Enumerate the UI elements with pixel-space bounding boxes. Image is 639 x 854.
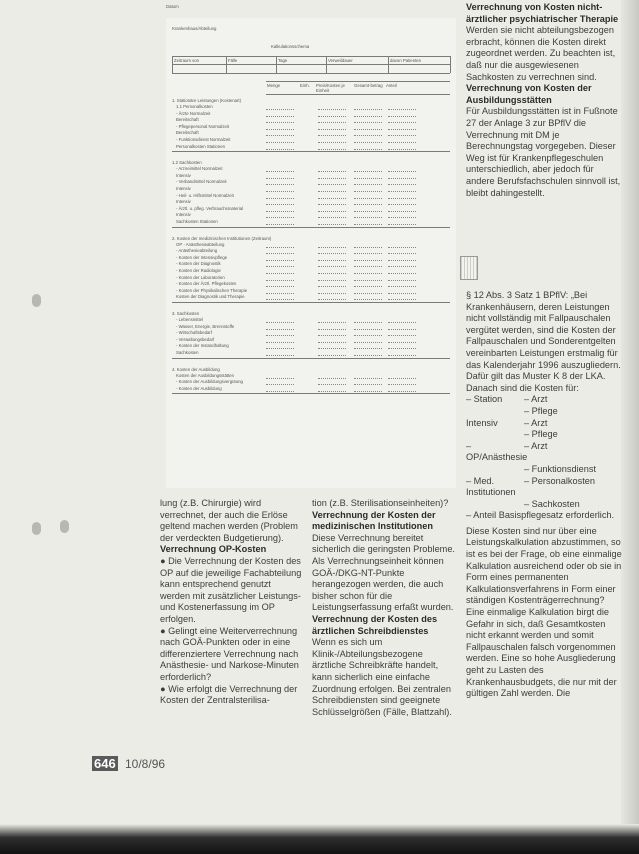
cost-list-item	[466, 464, 622, 476]
paragraph: Danach sind die Kosten für:	[466, 382, 579, 393]
form-row-label: - Funktionsdienst Normalzeit	[176, 137, 231, 142]
form-row-label: 1.1 Personalkosten	[176, 104, 213, 109]
cost-center: Intensiv	[466, 417, 498, 428]
paragraph: Diese Kosten sind nur über eine Leistungskalkulation abzustimmen, so ist es bei der Frage, ob eine einmalige Kalkulation ausreichend oder ob sie in Form eines permanenten Kalkulationsverfahrens in Form einer ständigen Kostenträgerrechnung? Eine einmalige Kalkulation birgt die Gefahr in sich, daß Gesamtkosten nicht erkannt werden und somit Fallpauschalen falsch vorgenommen werden. Eine so hohe Ausgliederung geht zu Lasten des Krankenhausbudgets, die nur mit der gültigen Zahl werden. Die	[466, 525, 622, 699]
form-blank-line	[354, 286, 382, 287]
form-blank-line	[318, 217, 346, 218]
form-blank-line	[354, 247, 382, 248]
calculation-form	[166, 4, 456, 488]
cost-list-item	[466, 394, 622, 406]
form-blank-line	[266, 280, 294, 281]
form-blank-line	[354, 184, 382, 185]
form-row-label: Intensiv	[176, 199, 191, 205]
form-blank-line	[354, 348, 382, 349]
punch-hole	[60, 520, 69, 533]
form-blank-line	[318, 348, 346, 349]
form-blank-line	[318, 266, 346, 267]
form-blank-line	[388, 286, 416, 287]
form-blank-line	[354, 329, 382, 330]
form-blank-line	[354, 142, 382, 143]
form-blank-line	[388, 260, 416, 261]
form-row-label: - Lebensmittel	[176, 317, 203, 322]
form-blank-line	[354, 171, 382, 172]
form-blank-line	[388, 355, 416, 356]
form-blank-line	[388, 204, 416, 205]
form-blank-line	[388, 247, 416, 248]
cost-list-item	[466, 418, 622, 430]
form-blank-line	[388, 266, 416, 267]
form-blank-line	[266, 191, 294, 192]
section-heading: Verrechnung von Kosten der Ausbildungsstätten	[466, 83, 592, 105]
form-blank-line	[266, 224, 294, 225]
cost-type: – Arzt	[524, 440, 548, 451]
form-blank-line	[266, 273, 294, 274]
form-row-label: Intensiv	[176, 212, 191, 218]
section-heading: Verrechnung der Kosten der medizinischen Institutionen	[312, 509, 436, 532]
form-blank-line	[354, 191, 382, 192]
paragraph: Wenn es sich um Klinik-/Abteilungsbezogene ärztliche Schreibkräfte handelt, kann sicherlich eine einfache Zuordnung erfolgen. Bei zentralen Schreibdiensten sind geeignete Schlüsselgrößen (Fälle, Blattzahl).	[312, 637, 452, 717]
form-blank-line	[388, 211, 416, 212]
page-number: 646	[94, 756, 116, 771]
form-blank-line	[354, 266, 382, 267]
form-blank-line	[388, 129, 416, 130]
form-blank-line	[318, 178, 346, 179]
form-row-label: - Pflegepersonal Normalzeit	[176, 123, 230, 129]
cost-list-item	[466, 476, 622, 499]
form-blank-line	[354, 273, 382, 274]
cost-type: – Pflege	[524, 405, 558, 416]
mid-table-header-cell: Anteil	[386, 83, 397, 88]
cost-type: – Arzt	[524, 417, 548, 428]
form-blank-line	[388, 391, 416, 392]
form-blank-line	[266, 116, 294, 117]
cost-type: – Sachkosten	[524, 498, 580, 509]
form-blank-line	[318, 191, 346, 192]
form-blank-line	[266, 286, 294, 287]
form-blank-line	[266, 122, 294, 123]
bullet-item: ● Wie erfolgt die Verrechnung der Kosten der Zentralsterilisa-	[160, 683, 298, 706]
form-section-title: 3. Sachkosten	[172, 311, 200, 316]
form-blank-line	[354, 253, 382, 254]
form-blank-line	[266, 135, 294, 136]
form-row-label: Sachkosten Stationen	[176, 219, 218, 224]
form-blank-line	[318, 335, 346, 336]
form-blank-line	[318, 322, 346, 323]
form-row-label: - Kosten der Diagnostik	[176, 261, 221, 267]
punch-hole	[32, 294, 41, 307]
form-section-title: 2. Kosten der medizinischen Institutionen (Zeitraum)	[172, 235, 272, 241]
form-blank-line	[266, 171, 294, 172]
form-row-label: - Kosten der Radiologie	[176, 268, 221, 273]
form-row-label: - Heil- u. Hilfsmittel Normalzeit	[176, 192, 234, 198]
form-blank-line	[388, 280, 416, 281]
form-row-label: - Kosten der Physikalischen Therapie	[176, 287, 248, 293]
form-row-label: Bereitschaft	[176, 130, 199, 136]
cost-center: – Med. Institutionen	[466, 475, 516, 498]
form-blank-line	[388, 299, 416, 300]
top-table-header-cell: Fälle	[228, 58, 238, 63]
form-blank-line	[266, 391, 294, 392]
form-blank-line	[354, 335, 382, 336]
form-row-label: - Kosten der Ausbildungsvergütung	[176, 379, 243, 385]
form-blank-line	[266, 355, 294, 356]
form-blank-line	[388, 342, 416, 343]
form-blank-line	[266, 266, 294, 267]
right-column-top	[466, 2, 622, 199]
form-blank-line	[354, 135, 382, 136]
form-row-label: Intensiv	[176, 172, 191, 178]
form-blank-line	[354, 178, 382, 179]
form-blank-line	[354, 391, 382, 392]
mid-table-header-cell: Preis/Kosten je Einheit	[316, 83, 345, 94]
form-blank-line	[318, 293, 346, 294]
right-column-bottom	[466, 290, 622, 700]
form-blank-line	[354, 122, 382, 123]
form-blank-line	[266, 329, 294, 330]
form-blank-line	[266, 322, 294, 323]
form-blank-line	[354, 149, 382, 150]
form-blank-line	[318, 280, 346, 281]
form-blank-line	[266, 260, 294, 261]
form-blank-line	[388, 184, 416, 185]
mid-table-header-cell: Menge	[267, 83, 281, 88]
form-blank-line	[354, 129, 382, 130]
form-blank-line	[266, 253, 294, 254]
scan-bottom-edge	[0, 824, 639, 854]
form-blank-line	[318, 286, 346, 287]
form-blank-line	[266, 178, 294, 179]
form-blank-line	[318, 184, 346, 185]
form-blank-line	[318, 129, 346, 130]
form-blank-line	[388, 224, 416, 225]
column-2	[312, 498, 456, 718]
top-table-header-cell: Zeitraum von	[174, 58, 200, 63]
form-blank-line	[388, 293, 416, 294]
cost-type: – Funktionsdienst	[524, 463, 597, 474]
form-row-label: - Ärzte Normalzeit	[176, 110, 211, 116]
form-blank-line	[266, 211, 294, 212]
form-row-label: - Anästhesieabteilung	[176, 248, 218, 254]
form-blank-line	[318, 273, 346, 274]
form-blank-line	[266, 293, 294, 294]
form-row-label: Bereitschaft	[176, 117, 199, 123]
cost-center	[466, 429, 524, 441]
form-blank-line	[266, 335, 294, 336]
form-blank-line	[354, 299, 382, 300]
cost-type: – Personalkosten	[524, 475, 595, 486]
form-blank-line	[266, 299, 294, 300]
form-blank-line	[266, 247, 294, 248]
form-row-label: - Kosten der Ausbildung	[176, 385, 222, 391]
cost-center	[466, 464, 524, 476]
cost-center: – OP/Anästhesie	[466, 440, 528, 463]
form-blank-line	[354, 293, 382, 294]
form-blank-line	[318, 116, 346, 117]
form-blank-line	[388, 335, 416, 336]
paragraph: lung (z.B. Chirurgie) wird verrechnet, der auch die Erlöse geltend machen werden (Problem der verdeckten Budgetierung).	[160, 498, 298, 543]
form-blank-line	[388, 322, 416, 323]
form-blank-line	[388, 384, 416, 385]
form-blank-line	[388, 378, 416, 379]
form-blank-line	[318, 299, 346, 300]
form-blank-line	[318, 198, 346, 199]
form-blank-line	[266, 204, 294, 205]
form-blank-line	[266, 109, 294, 110]
form-blank-line	[388, 253, 416, 254]
form-blank-line	[388, 217, 416, 218]
form-blank-line	[318, 329, 346, 330]
form-legend-title: Kalkulationsschema	[271, 44, 310, 49]
form-blank-line	[318, 253, 346, 254]
mid-table-header-cell: Gesamt-betrag	[354, 83, 383, 88]
form-top-fragment: Datum	[166, 4, 179, 9]
paragraph: tion (z.B. Sterilisationseinheiten)?	[312, 498, 449, 508]
form-blank-line	[266, 342, 294, 343]
form-blank-line	[266, 348, 294, 349]
form-blank-line	[318, 260, 346, 261]
form-row-label: - Wirtschaftsbedarf	[176, 330, 213, 336]
form-blank-line	[354, 342, 382, 343]
form-blank-line	[388, 122, 416, 123]
form-blank-line	[266, 149, 294, 150]
cost-type: – Arzt	[524, 394, 548, 405]
paragraph: Werden sie nicht abteilungsbezogen erbracht, können die Kosten direkt zugeordnet werden. Zu beachten ist, daß nur die ausgewiesenen Sachkosten zu verrechnen sind.	[466, 25, 616, 82]
form-row-label: Intensiv	[176, 186, 191, 191]
bullet-item: ● Gelingt eine Weiterverrechnung nach GOÄ-Punkten oder in eine differenziertere Verrechnung nach Anästhesie- und Narkose-Minuten erforderlich?	[160, 625, 299, 682]
form-blank-line	[354, 322, 382, 323]
form-row-label: OP - Anästhesieabteilung	[176, 241, 225, 247]
form-blank-line	[388, 109, 416, 110]
form-blank-line	[266, 129, 294, 130]
section-heading: Verrechnung von Kosten nicht-ärztlicher psychiatrischer Therapie	[466, 2, 619, 24]
form-row-label: Sachkosten	[176, 350, 199, 355]
form-blank-line	[388, 198, 416, 199]
form-blank-line	[318, 211, 346, 212]
form-blank-line	[388, 116, 416, 117]
form-blank-line	[388, 142, 416, 143]
mid-table-header-cell: Einh.	[300, 83, 310, 88]
form-blank-line	[318, 149, 346, 150]
page-edge-shadow	[621, 0, 639, 854]
form-blank-line	[318, 342, 346, 343]
cost-list-item	[466, 441, 622, 464]
form-blank-line	[266, 142, 294, 143]
form-blank-line	[388, 348, 416, 349]
form-blank-line	[354, 198, 382, 199]
paragraph: – Anteil Basispflegesatz erforderlich.	[466, 510, 615, 521]
form-section-title: 1. Stationäre Leistungen (Kostenart)	[172, 98, 242, 103]
form-blank-line	[318, 122, 346, 123]
form-blank-line	[266, 378, 294, 379]
top-table-header-cell: davon Patienten	[390, 58, 422, 63]
form-blank-line	[388, 273, 416, 274]
form-row-label: - Kosten der Instandhaltung	[176, 343, 229, 349]
cost-list-item	[466, 406, 622, 418]
column-1	[160, 498, 302, 707]
form-blank-line	[388, 191, 416, 192]
issue-date: 10/8/96	[125, 757, 166, 771]
form-blank-line	[354, 204, 382, 205]
form-blank-line	[318, 247, 346, 248]
cost-list-item	[466, 429, 622, 441]
form-blank-line	[388, 149, 416, 150]
form-blank-line	[266, 198, 294, 199]
form-row-label: Kosten der Ausbildungsstätten	[176, 372, 235, 378]
form-row-label: - Kosten der Ärztl. Pflegekosten	[176, 281, 237, 287]
form-blank-line	[354, 224, 382, 225]
form-blank-line	[388, 329, 416, 330]
form-row-label: - Arzneimittel Normalzeit	[176, 166, 223, 172]
form-section-title: 1.2 Sachkosten	[172, 160, 202, 166]
form-row-label: Personalkosten Stationen	[176, 143, 225, 149]
form-blank-line	[354, 217, 382, 218]
form-row-label: - Ärztl. u. pfleg. Verbrauchsmaterial	[176, 205, 244, 211]
form-blank-line	[266, 184, 294, 185]
form-blank-line	[318, 204, 346, 205]
form-blank-line	[354, 109, 382, 110]
form-blank-line	[318, 391, 346, 392]
top-table-header-cell: Verweildauer	[328, 58, 353, 63]
paragraph: Für Ausbildungsstätten ist in Fußnote 27 der Anlage 3 zur BPflV die Verrechnung mit DM je Berechnungstag vorgegeben. Dieser Weg ist für Krankenpflegeschulen unterschiedlich, aber jedoch für andere Berufsfachschulen sinnvoll ist, bleibt dahingestellt.	[466, 106, 621, 198]
form-row-label: Kosten der Diagnostik und Therapie	[176, 294, 245, 300]
form-blank-line	[354, 260, 382, 261]
form-blank-line	[354, 211, 382, 212]
form-row-label: - Wasser, Energie, Brennstoffe	[176, 323, 235, 329]
form-blank-line	[318, 109, 346, 110]
punch-hole	[32, 522, 41, 535]
form-blank-line	[318, 135, 346, 136]
form-row-label: - Kosten der Intensivpflege	[176, 254, 228, 260]
cost-list	[466, 394, 622, 510]
form-section-title: 4. Kosten der Ausbildung	[172, 366, 220, 372]
form-row-label: - Kosten der Laboratorien	[176, 274, 225, 280]
section-heading: Verrechnung OP-Kosten	[160, 544, 267, 555]
form-blank-line	[266, 384, 294, 385]
form-blank-line	[318, 355, 346, 356]
cost-center	[466, 406, 524, 418]
form-blank-line	[354, 280, 382, 281]
form-blank-line	[354, 116, 382, 117]
form-header-label: Krankenhaus/Abteilung	[172, 26, 217, 31]
form-blank-line	[266, 217, 294, 218]
bullet-item: ● Die Verrechnung der Kosten des OP auf die jeweilige Fachabteilung kann entsprechend genutzt werden mit zusätzlicher Leistungs- und Kostenerfassung im OP erfolgen.	[160, 555, 302, 624]
section-heading: Verrechnung der Kosten des ärztlichen Schreibdienstes	[312, 613, 438, 636]
cost-center	[466, 499, 524, 511]
cost-type: – Pflege	[524, 429, 558, 440]
form-blank-line	[318, 142, 346, 143]
cost-list-item	[466, 499, 622, 511]
form-blank-line	[388, 178, 416, 179]
form-blank-line	[388, 135, 416, 136]
paragraph: Diese Verrechnung bereitet sicherlich die geringsten Probleme. Als Verrechnungseinheit können GOÄ-/DKG-NT-Punkte herangezogen werden, die auch bisher schon für die Leistungserfassung erfaßt wurden.	[312, 532, 455, 613]
margin-tab-marker	[460, 256, 478, 280]
form-blank-line	[354, 378, 382, 379]
form-blank-line	[318, 224, 346, 225]
form-blank-line	[318, 171, 346, 172]
paragraph: § 12 Abs. 3 Satz 1 BPflV: „Bei Krankenhäusern, deren Leistungen nicht vollständig mit Fallpauschalen vergütet werden, sind die Kosten der Fallpauschalen und Sonderentgelten vereinbarten Leistungen erstmalig für das Kalenderjahr 1996 auszugliedern. Dafür gilt das Muster K 8 der LKA.	[466, 290, 621, 382]
form-row-label: - Verbandmittel Normalzeit	[176, 179, 227, 185]
top-table-header-cell: Tage	[278, 58, 288, 63]
form-blank-line	[318, 384, 346, 385]
cost-center: – Station	[466, 394, 503, 405]
form-blank-line	[318, 378, 346, 379]
form-row-label: - Verwaltungsbedarf	[176, 336, 215, 342]
form-blank-line	[354, 384, 382, 385]
form-blank-line	[354, 355, 382, 356]
form-blank-line	[388, 171, 416, 172]
